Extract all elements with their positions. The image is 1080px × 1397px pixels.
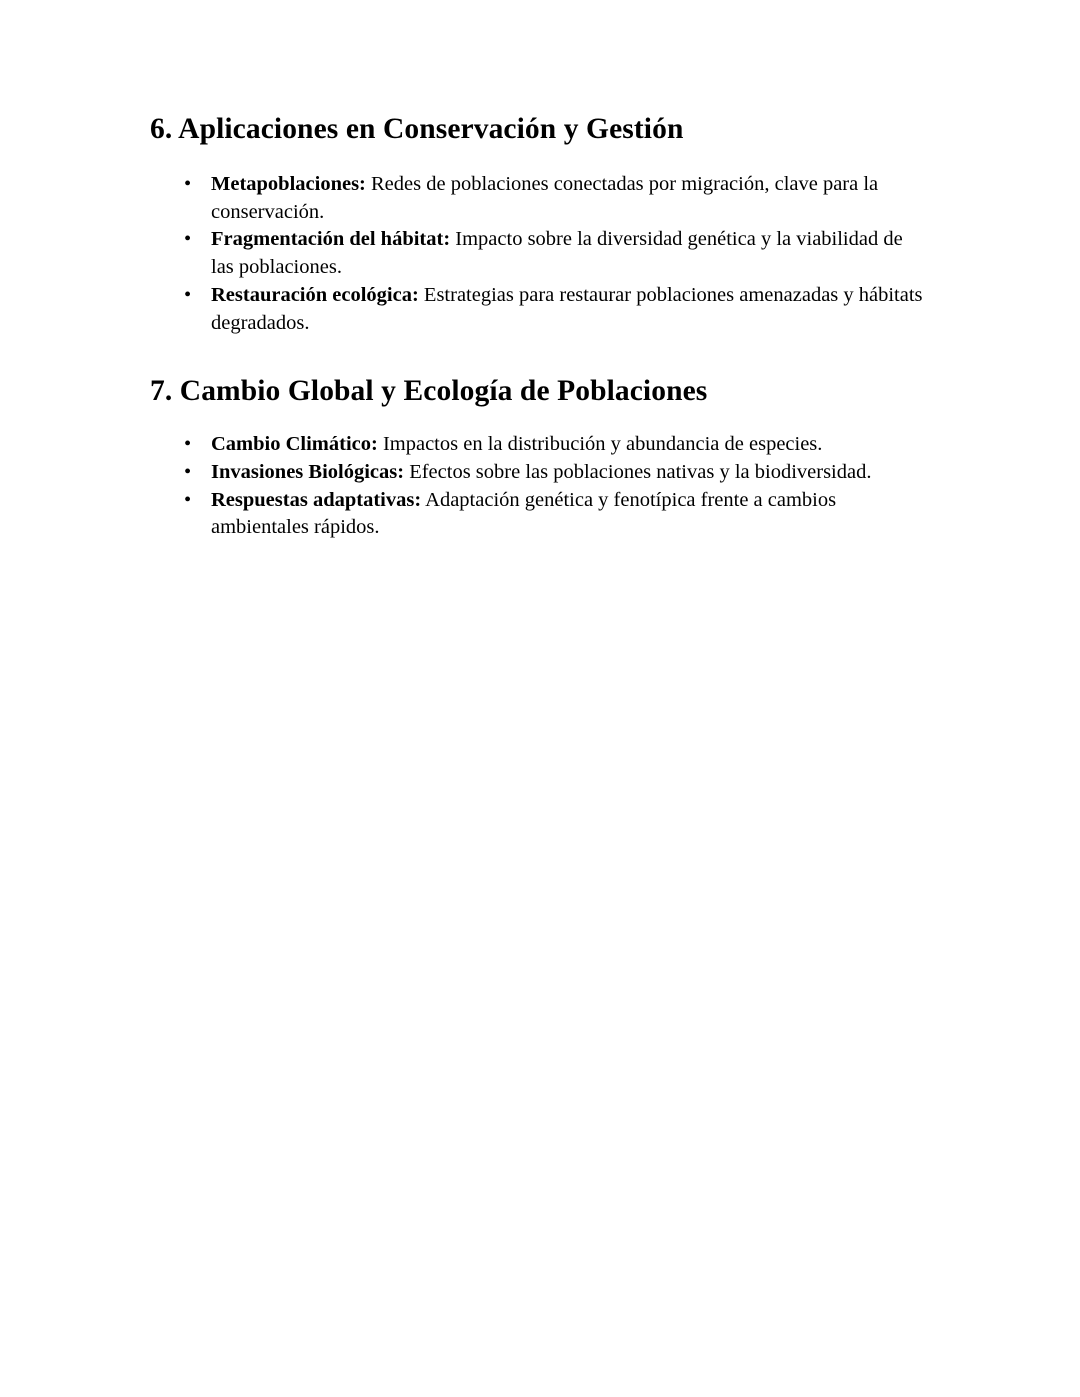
list-item xyxy=(150,171,930,227)
list-item-term: Cambio Climático: xyxy=(211,433,378,456)
section-heading-7: 7. Cambio Global y Ecología de Poblaciones xyxy=(150,375,708,408)
list-item-term: Restauración ecológica: xyxy=(211,283,419,306)
section-heading-6: 6. Aplicaciones en Conservación y Gestión xyxy=(150,113,684,145)
list-item xyxy=(150,487,930,543)
list-item-term: Fragmentación del hábitat: xyxy=(211,228,451,251)
list-item-term: Respuestas adaptativas: xyxy=(211,488,422,511)
list-item-description: Adaptación genética y fenotípica frente a cambios ambientales rápidos. xyxy=(211,488,837,539)
list-item-description: Impactos en la distribución y abundancia de especies. xyxy=(377,433,823,456)
document-body xyxy=(150,112,930,542)
list-item-term: Metapoblaciones: xyxy=(211,172,366,195)
list-item-description: Impacto sobre la diversidad genética y la viabilidad de las poblaciones. xyxy=(211,228,903,279)
bullet-icon: • xyxy=(184,488,192,511)
list-item xyxy=(150,226,930,282)
list-item-term: Invasiones Biológicas: xyxy=(211,460,405,483)
list-item-description: Estrategias para restaurar poblaciones amenazadas y hábitats degradados. xyxy=(211,283,923,334)
bullet-icon: • xyxy=(184,433,192,456)
list-item-description: Efectos sobre las poblaciones nativas y la biodiversidad. xyxy=(404,460,872,483)
list-item xyxy=(150,459,930,487)
section-cambio-global-ecologia-poblaciones xyxy=(150,374,930,542)
bullet-list-cambio-global xyxy=(150,431,930,542)
list-item-description: Redes de poblaciones conectadas por migración, clave para la conservación. xyxy=(211,172,879,223)
bullet-icon: • xyxy=(184,228,192,251)
bullet-icon: • xyxy=(184,460,192,483)
bullet-list-conservacion xyxy=(150,171,930,338)
list-item xyxy=(150,282,930,338)
section-aplicaciones-conservacion-gestion xyxy=(150,112,930,337)
list-item xyxy=(150,431,930,459)
bullet-icon: • xyxy=(184,283,192,306)
bullet-icon: • xyxy=(184,172,192,195)
